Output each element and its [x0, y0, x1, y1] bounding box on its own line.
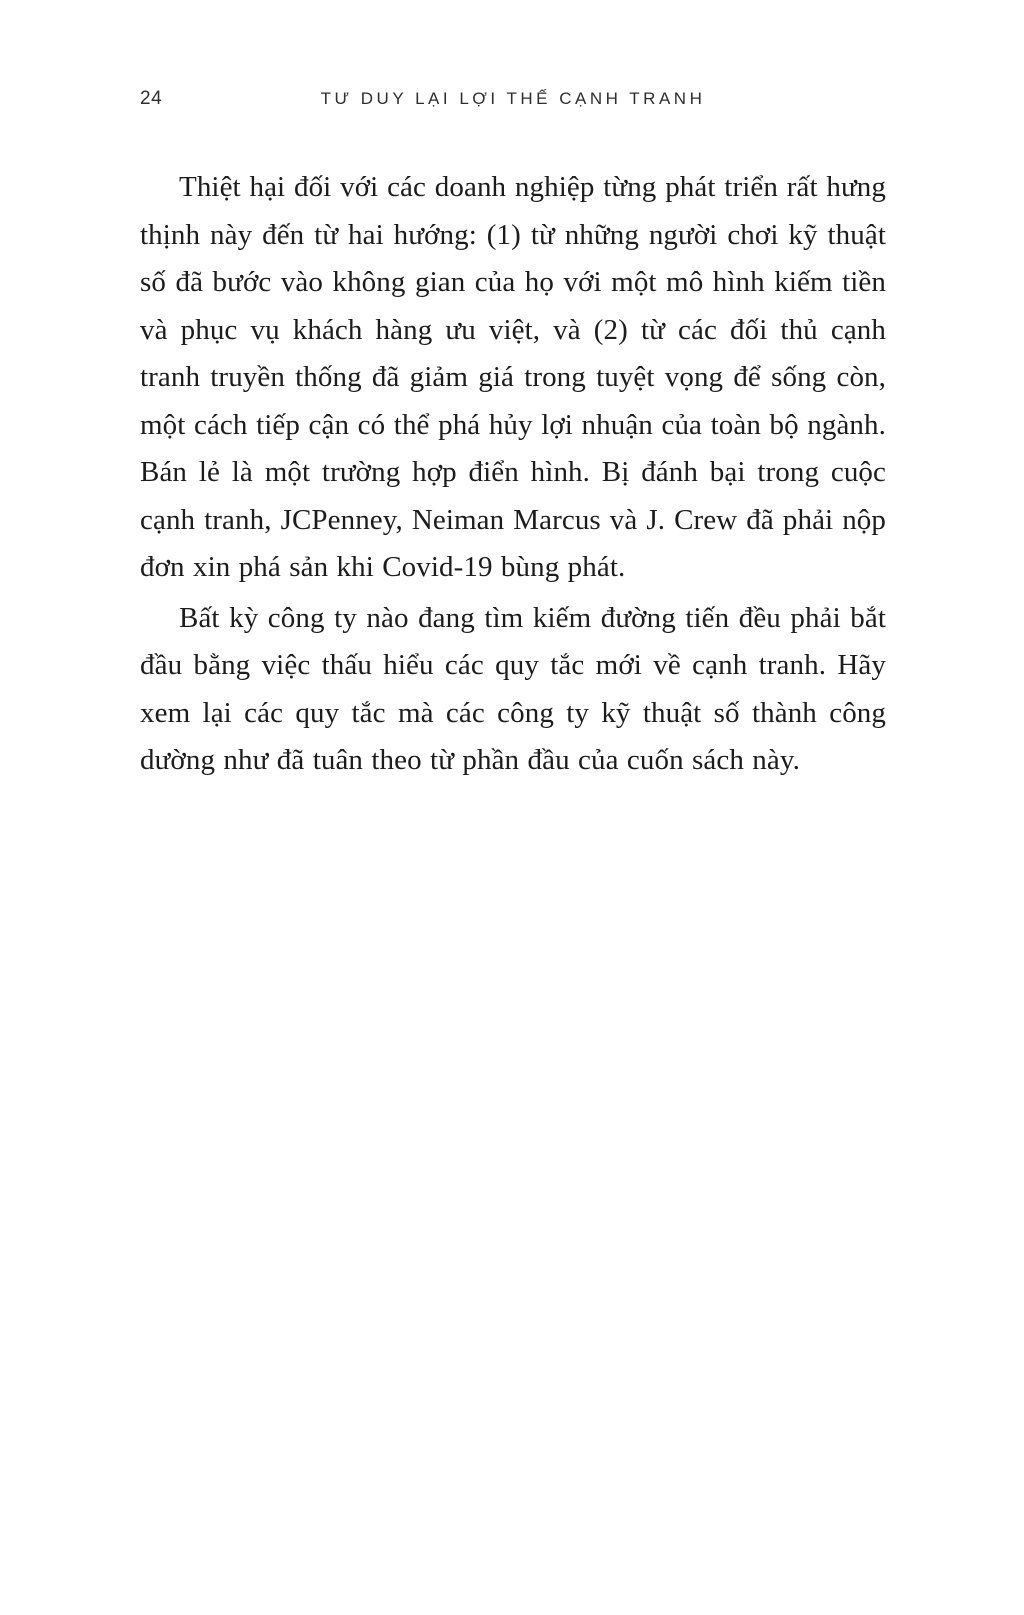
running-header-title: TƯ DUY LẠI LỢI THẾ CẠNH TRANH	[320, 89, 706, 108]
body-text	[140, 164, 886, 785]
paragraph-1: Thiệt hại đối với các doanh nghiệp từng phát triển rất hưng thịnh này đến từ hai hướng: (1) từ những người chơi kỹ thuật số đã bước vào không gian của họ với một mô hình kiếm tiền và phục vụ khách hàng ưu việt, và (2) từ các đối thủ cạnh tranh truyền thống đã giảm giá trong tuyệt vọng để sống còn, một cách tiếp cận có thể phá hủy lợi nhuận của toàn bộ ngành. Bán lẻ là một trường hợp điển hình. Bị đánh bại trong cuộc cạnh tranh, JCPenney, Neiman Marcus và J. Crew đã phải nộp đơn xin phá sản khi Covid-19 bùng phát.	[140, 171, 886, 583]
paragraph-2: Bất kỳ công ty nào đang tìm kiếm đường tiến đều phải bắt đầu bằng việc thấu hiểu các quy tắc mới về cạnh tranh. Hãy xem lại các quy tắc mà các công ty kỹ thuật số thành công dường như đã tuân theo từ phần đầu của cuốn sách này.	[140, 601, 886, 776]
page-header	[140, 88, 886, 118]
page-number: 24	[140, 88, 163, 109]
